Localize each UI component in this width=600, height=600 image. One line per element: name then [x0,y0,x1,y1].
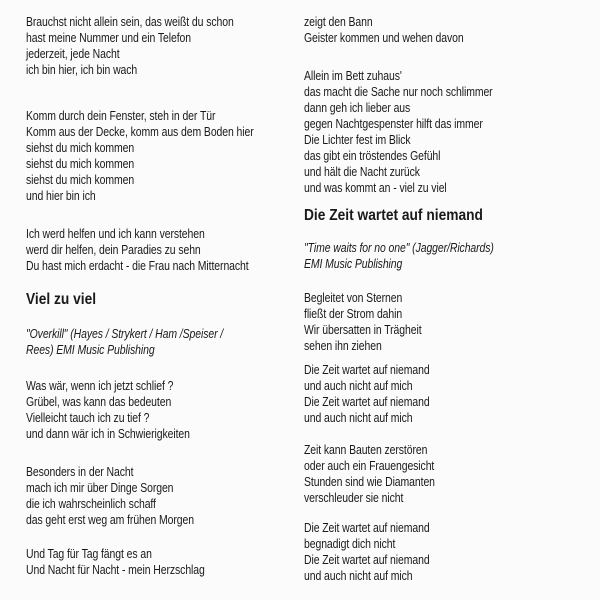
lyric-line: und auch nicht auf mich [304,411,413,425]
lyric-line: das geht erst weg am frühen Morgen [26,513,195,527]
lyric-line: zeigt den Bann [304,15,373,29]
lyric-line: Besonders in der Nacht [26,465,134,479]
lyric-line: und hier bin ich [26,189,96,203]
lyric-line: siehst du mich kommen [26,141,135,155]
lyric-line: Ich werd helfen und ich kann verstehen [26,227,205,241]
lyric-line: siehst du mich kommen [26,157,135,171]
credit-line: Rees) EMI Music Publishing [26,343,155,357]
lyric-line: Komm durch dein Fenster, steh in der Tür [26,109,216,123]
lyric-line: dann geh ich lieber aus [304,101,411,115]
lyric-line: sehen ihn ziehen [304,339,382,353]
lyric-line: Brauchst nicht allein sein, das weißt du schon [26,15,234,29]
credit-line: "Overkill" (Hayes / Strykert / Ham /Speiser / [26,327,224,341]
lyric-line: die ich wahrscheinlich schaff [26,497,156,511]
lyric-line: Du hast mich erdacht - die Frau nach Mitternacht [26,259,249,273]
lyric-line: mach ich mir über Dinge Sorgen [26,481,174,495]
lyric-line: und auch nicht auf mich [304,379,413,393]
lyric-line: werd dir helfen, dein Paradies zu sehn [26,243,201,257]
lyric-line: und dann wär ich in Schwierigkeiten [26,427,190,441]
lyric-line: Die Zeit wartet auf niemand [304,553,430,567]
lyric-line: das gibt ein tröstendes Gefühl [304,149,441,163]
lyric-line: Die Zeit wartet auf niemand [304,363,430,377]
lyric-line: das macht die Sache nur noch schlimmer [304,85,493,99]
lyric-line: Wir übersatten in Trägheit [304,323,422,337]
lyric-line: siehst du mich kommen [26,173,135,187]
song-title: Die Zeit wartet auf niemand [304,207,483,224]
lyric-line: begnadigt dich nicht [304,537,396,551]
lyric-line: Und Nacht für Nacht - mein Herzschlag [26,563,205,577]
credit-line: "Time waits for no one" (Jagger/Richards) [304,241,494,255]
lyric-line: und hält die Nacht zurück [304,165,420,179]
lyric-line: Grübel, was kann das bedeuten [26,395,172,409]
song-title: Viel zu viel [26,291,97,308]
lyric-line: Geister kommen und wehen davon [304,31,464,45]
lyric-line: Begleitet von Sternen [304,291,403,305]
lyric-line: oder auch ein Frauengesicht [304,459,435,473]
lyric-line: ich bin hier, ich bin wach [26,63,138,77]
lyric-line: fließt der Strom dahin [304,307,403,321]
lyric-line: Stunden sind wie Diamanten [304,475,435,489]
lyric-line: Allein im Bett zuhaus' [304,69,402,83]
lyric-line: Die Zeit wartet auf niemand [304,395,430,409]
lyric-line: Komm aus der Decke, komm aus dem Boden hier [26,125,254,139]
lyric-line: Zeit kann Bauten zerstören [304,443,428,457]
credit-line: EMI Music Publishing [304,257,403,271]
lyric-line: gegen Nachtgespenster hilft das immer [304,117,483,131]
lyric-line: und auch nicht auf mich [304,569,413,583]
lyric-line: und was kommt an - viel zu viel [304,181,447,195]
lyric-line: hast meine Nummer und ein Telefon [26,31,191,45]
lyric-line: jederzeit, jede Nacht [26,47,120,61]
lyric-line: Vielleicht tauch ich zu tief ? [26,411,150,425]
lyric-line: Die Zeit wartet auf niemand [304,521,430,535]
lyric-line: Die Lichter fest im Blick [304,133,411,147]
lyric-line: verschleuder sie nicht [304,491,404,505]
lyric-line: Was wär, wenn ich jetzt schlief ? [26,379,174,393]
lyric-line: Und Tag für Tag fängt es an [26,547,152,561]
